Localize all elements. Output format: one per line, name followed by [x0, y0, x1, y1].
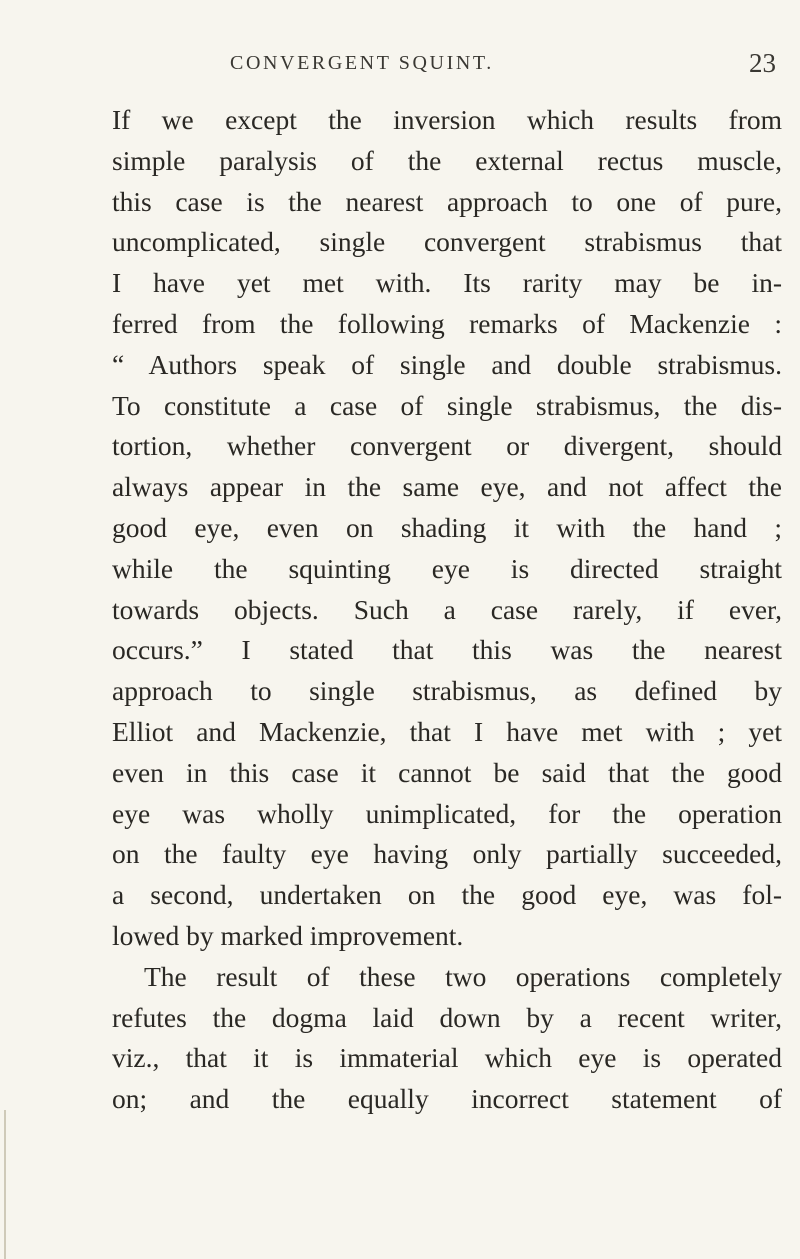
- text-line: a second, undertaken on the good eye, was fol-: [112, 879, 782, 911]
- page-number: 23: [749, 48, 776, 78]
- text-line: this case is the nearest approach to one of pure,: [112, 185, 782, 217]
- text-line: viz., that it is immaterial which eye is operated: [112, 1042, 782, 1074]
- paragraph-start-line: The result of these two operations completely: [144, 960, 782, 992]
- text-line: occurs.” I stated that this was the nearest: [112, 634, 782, 666]
- text-line: tortion, whether convergent or divergent, should: [112, 430, 782, 462]
- text-line: ferred from the following remarks of Mackenzie :: [112, 307, 782, 339]
- text-line: always appear in the same eye, and not affect the: [112, 471, 782, 503]
- text-line: on; and the equally incorrect statement of: [112, 1083, 782, 1115]
- text-line: simple paralysis of the external rectus muscle,: [112, 144, 782, 176]
- paragraph-end-line: lowed by marked improvement.: [112, 919, 464, 951]
- text-line: I have yet met with. Its rarity may be in-: [112, 267, 782, 299]
- text-line: on the faulty eye having only partially succeeded,: [112, 838, 782, 870]
- text-line: towards objects. Such a case rarely, if ever,: [112, 593, 782, 625]
- text-line: eye was wholly unimplicated, for the operation: [112, 797, 782, 829]
- text-line: If we except the inversion which results from: [112, 104, 782, 135]
- running-title: CONVERGENT SQUINT.: [230, 52, 494, 74]
- text-line: even in this case it cannot be said that the good: [112, 756, 782, 788]
- text-line: To constitute a case of single strabismus, the dis-: [112, 389, 782, 421]
- text-line: good eye, even on shading it with the hand ;: [112, 511, 782, 543]
- text-line: Elliot and Mackenzie, that I have met with ; yet: [112, 715, 782, 747]
- page-binding-edge: [4, 1110, 6, 1259]
- text-line: uncomplicated, single convergent strabismus that: [112, 226, 782, 258]
- body-text: [112, 100, 782, 1120]
- text-line: refutes the dogma laid down by a recent writer,: [112, 1001, 782, 1033]
- running-head: [0, 48, 800, 82]
- text-line: approach to single strabismus, as defined by: [112, 675, 782, 707]
- text-line: “ Authors speak of single and double strabismus.: [112, 348, 782, 380]
- text-line: while the squinting eye is directed straight: [112, 552, 782, 584]
